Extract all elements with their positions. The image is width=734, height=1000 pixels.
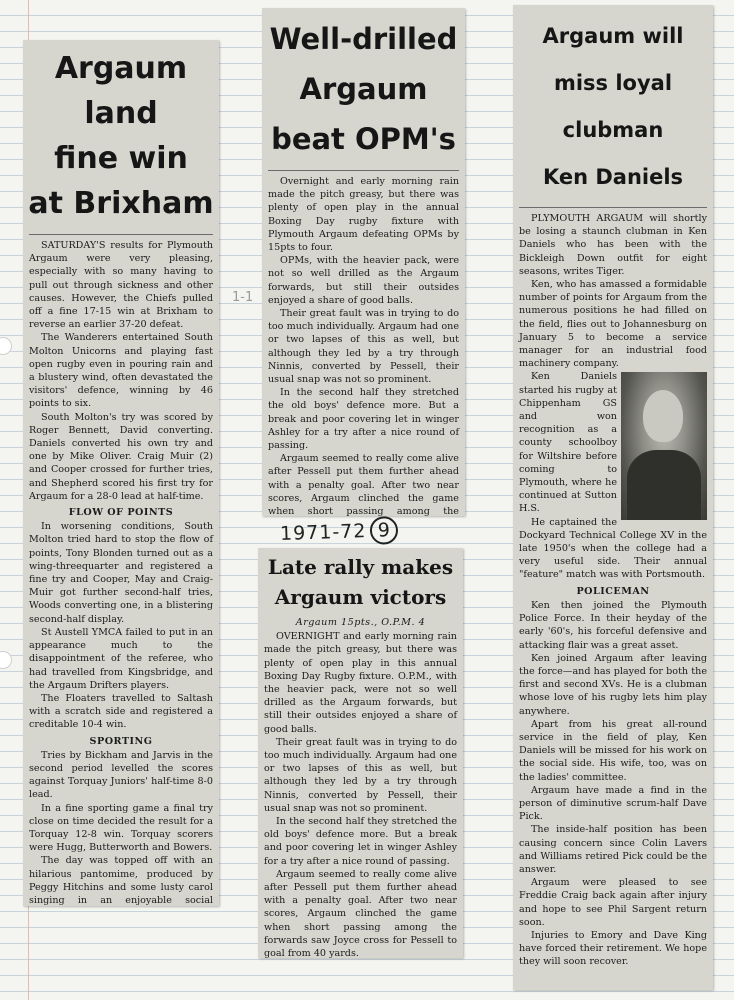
paragraph: In the second half they stretched the old boys' defence more. But a break and poor covering let in winger Ashley for a try after a nice round of passing.	[268, 387, 459, 452]
headline-line: Well-drilled	[269, 22, 458, 56]
clipping-brixham	[23, 40, 219, 906]
portrait-photo	[621, 372, 707, 520]
paragraph: OVERNIGHT and early morning rain made the pitch greasy, but there was plenty of open play in this annual Boxing Day Rugby fixture. O.P.M., with the heavier pack, were not so well drilled as the Argaum forwards, but still their outsides enjoyed a share of good balls.	[264, 631, 457, 735]
paragraph: The Floaters travelled to Saltash with a scratch side and registered a creditable 10-4 win.	[29, 692, 213, 731]
portrait-face	[643, 390, 683, 442]
article-body	[258, 616, 463, 958]
paragraph: Tries by Bickham and Jarvis in the second period levelled the scores against Torquay Juniors' half-time 8-0 lead.	[29, 749, 213, 801]
clipping-well-drilled	[262, 8, 465, 516]
headline-line: Argaum will	[542, 24, 684, 48]
paragraph: Ken Daniels started his rugby at Chippenham GS and won recognition as a county schoolboy for Wiltshire before coming to Plymouth, where he continued at Sutton H.S.	[519, 371, 617, 515]
subheading: SPORTING	[89, 735, 153, 747]
paragraph: Their great fault was in trying to do too much individually. Argaum had one or two lapses of this as well, but although they led by a try through Ninnis, converted by Pessell, their usual snap was not so prominent.	[264, 736, 457, 814]
paragraph: The Wanderers entertained South Molton Unicorns and playing fast open rugby even in pouring rain and a blustery wind, often devastated the visitors' defence, winning by 46 points to six.	[29, 332, 213, 410]
paragraph: SATURDAY'S results for Plymouth Argaum were very pleasing, especially with so many having to pull out through sickness and other causes. However, the Chiefs pulled off a fine 17-15 win at Brixham to reverse an earlier 37-20 defeat.	[29, 240, 213, 331]
paragraph: St Austell YMCA failed to put in an appearance much to the disappointment of the referee, who had travelled from Kingsbridge, and the Argaum Drifters players.	[29, 626, 213, 691]
article-body	[23, 239, 219, 906]
headline-line: beat OPM's	[271, 122, 456, 156]
paragraph: The day was topped off with an hilarious pantomime, produced by Peggy Hitchins and some lusty carol singing in an enjoyable social	[29, 855, 213, 906]
headline-line: Late rally makes	[267, 555, 454, 579]
pencil-mark: 1-1	[232, 290, 254, 305]
portrait-shoulders	[627, 450, 701, 520]
paragraph: Injuries to Emory and Dave King have forced their retirement. We hope they will soon recover.	[519, 929, 707, 968]
paragraph: OPMs, with the heavier pack, were not so well drilled as the Argaum forwards, but still their outsides enjoyed a share of good balls.	[268, 255, 459, 306]
headline-line: Argaum victors	[274, 585, 447, 609]
paragraph: Argaum seemed to really come alive after Pessell put them further ahead with a penalty goal. After two near scores, Argaum clinched the game when short passing among the	[268, 453, 459, 516]
headline-line: miss loyal	[553, 71, 673, 95]
season-text: 1971-72	[279, 520, 367, 546]
clipping-ken-daniels	[513, 5, 713, 990]
paragraph: Ken then joined the Plymouth Police Force. In their heyday of the early '60's, his forceful defensive and attacking flair was a great asset.	[519, 599, 707, 651]
paragraph: South Molton's try was scored by Roger Bennett, David converting. Daniels converted his own try and one by Mike Oliver. Craig Muir (2) and Cooper crossed for further tries, and Shepherd scored his first try for Argaum for a 28-0 lead at half-time.	[29, 411, 213, 502]
headline-line: fine win	[54, 141, 188, 176]
headline-line: Argaum land	[54, 51, 188, 131]
paragraph: Ken joined Argaum after leaving the force—and has played for both the first and second XVs. He is a clubman whose love of his rugby lets him play anywhere.	[519, 652, 707, 717]
score-line: Argaum 15pts., O.P.M. 4	[295, 617, 426, 628]
paragraph: Argaum seemed to really come alive after Pessell put them further ahead with a penalty goal. After two near scores, Argaum clinched the game when short passing among the forwards saw Joyce cross for Pessell to goal from 40 yards.	[264, 868, 457, 958]
handwritten-season-note	[280, 516, 399, 548]
rule	[268, 170, 459, 171]
headline-line: Ken Daniels	[542, 165, 684, 189]
article-body	[262, 175, 465, 516]
punch-hole	[0, 651, 12, 669]
headline-brixham	[23, 46, 219, 226]
paragraph: Ken, who has amassed a formidable number of points for Argaum from the numerous positions he had filled on the field, flies out to Johannesburg on January 5 to become a service manager for an industrial food machinery company.	[519, 279, 707, 370]
article-body	[513, 212, 713, 969]
page-number-circled: 9	[370, 516, 399, 545]
paragraph: In the second half they stretched the old boys' defence more. But a break and poor covering let in winger Ashley for a try after a nice round of passing.	[264, 816, 457, 867]
clipping-late-rally	[258, 548, 463, 958]
paragraph: Argaum have made a find in the person of diminutive scrum-half Dave Pick.	[519, 784, 707, 823]
headline-line: Argaum	[299, 72, 428, 106]
rule	[519, 207, 707, 208]
headline-line: clubman	[562, 118, 664, 142]
headline-late-rally	[258, 552, 463, 612]
paragraph: Their great fault was in trying to do too much individually. Argaum had one or two lapses of this as well, but although they led by a try through Ninnis, converted by Pessell, their usual snap was not so prominent.	[268, 308, 459, 386]
rule	[29, 234, 213, 235]
headline-line: at Brixham	[28, 186, 214, 221]
paragraph: PLYMOUTH ARGAUM will shortly be losing a staunch clubman in Ken Daniels who has been with the Bickleigh Down outfit for eight seasons, writes Tiger.	[519, 213, 707, 277]
paragraph: In a fine sporting game a final try close on time decided the result for a Torquay 12-8 win. Torquay scorers were Hugg, Butterworth and Bowers.	[29, 802, 213, 854]
paragraph: Overnight and early morning rain made the pitch greasy, but there was plenty of open play in the annual Boxing Day rugby fixture with Plymouth Argaum defeating OPMs by 15pts to four.	[268, 176, 459, 254]
punch-hole	[0, 337, 12, 355]
paragraph: In worsening conditions, South Molton tried hard to stop the flow of points, Tony Blonden turned out as a wing-threequarter and registered a fine try and Cooper, May and Craig-Muir got further second-half tries, Woods converting one, in a blistering second-half display.	[29, 521, 213, 625]
subheading: FLOW OF POINTS	[68, 507, 174, 519]
paragraph: He captained the Dockyard Technical College XV in the late 1950's when the college had a very useful side. Their annual "feature" match was with Portsmouth.	[519, 516, 707, 581]
paragraph: Argaum were pleased to see Freddie Craig back again after injury and hope to see Phil Sargent return soon.	[519, 877, 707, 928]
paragraph: The inside-half position has been causing concern since Colin Lavers and Williams retired Pick could be the answer.	[519, 824, 707, 875]
headline-well-drilled	[262, 14, 465, 164]
headline-ken-daniels	[513, 13, 713, 201]
subheading: POLICEMAN	[576, 585, 650, 597]
paragraph: Apart from his great all-round service in the field of play, Ken Daniels will be missed for his work on the social side. His wife, too, was on the ladies' committee.	[519, 718, 707, 783]
